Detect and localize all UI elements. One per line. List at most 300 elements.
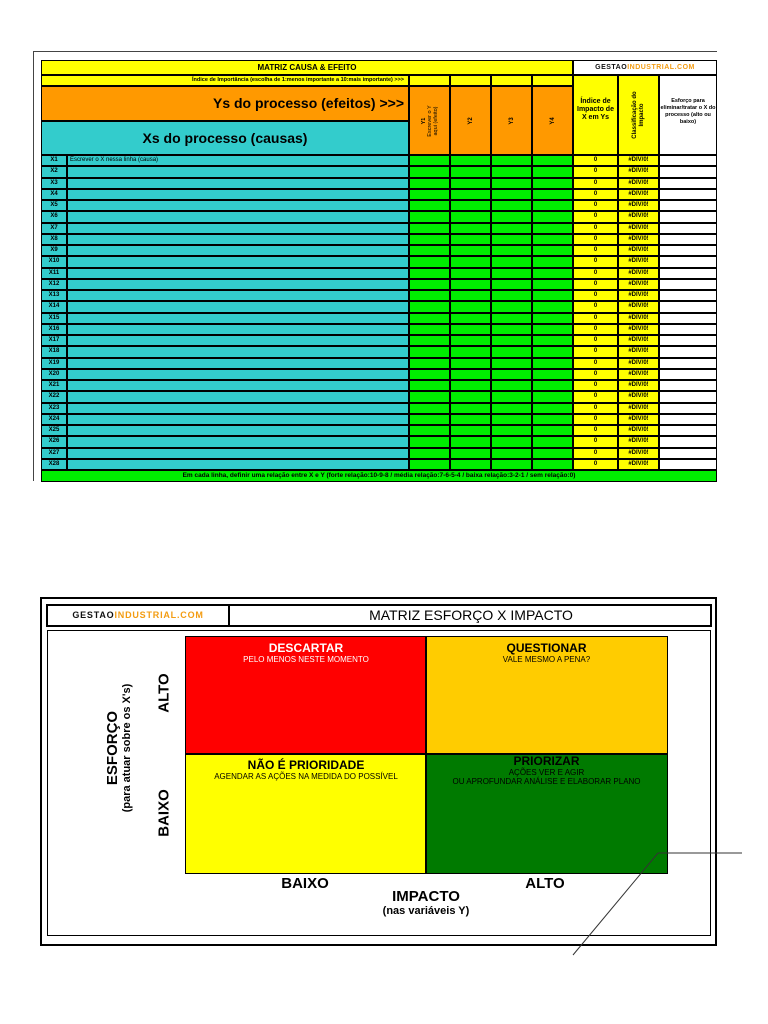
relation-cell-y3[interactable] xyxy=(491,403,532,414)
row-description-cell[interactable] xyxy=(67,459,409,470)
relation-cell-y1[interactable] xyxy=(409,268,450,279)
effort-cell[interactable] xyxy=(659,290,717,301)
row-description-cell[interactable] xyxy=(67,335,409,346)
relation-cell-y3[interactable] xyxy=(491,335,532,346)
sheet-left-border xyxy=(33,51,34,481)
relation-cell-y2[interactable] xyxy=(450,290,491,301)
table-row xyxy=(41,414,717,425)
relation-cell-y4[interactable] xyxy=(532,200,573,211)
panel-brand-logo xyxy=(46,604,230,627)
table-row xyxy=(41,313,717,324)
relation-cell-y2[interactable] xyxy=(450,234,491,245)
classification-cell: #DIV/0! xyxy=(618,155,659,166)
relation-cell-y3[interactable] xyxy=(491,425,532,436)
relation-cell-y4[interactable] xyxy=(532,189,573,200)
impact-index-cell: 0 xyxy=(573,425,618,436)
relation-cell-y2[interactable] xyxy=(450,211,491,222)
relation-cell-y4[interactable] xyxy=(532,391,573,402)
relation-cell-y4[interactable] xyxy=(532,403,573,414)
quadrant-questionar-subtitle: VALE MESMO A PENA? xyxy=(502,655,591,664)
relation-cell-y3[interactable] xyxy=(491,155,532,166)
classification-cell: #DIV/0! xyxy=(618,256,659,267)
panel-logo-part-1: GESTAO xyxy=(72,610,115,620)
classification-cell: #DIV/0! xyxy=(618,279,659,290)
relation-cell-y1[interactable] xyxy=(409,279,450,290)
y1-note: Escrever o Y aqui (efeito) xyxy=(426,104,439,137)
relation-cell-y4[interactable] xyxy=(532,279,573,290)
relation-cell-y4[interactable] xyxy=(532,268,573,279)
row-description-cell[interactable] xyxy=(67,290,409,301)
x-axis-high-label: ALTO xyxy=(525,875,565,892)
classification-cell: #DIV/0! xyxy=(618,178,659,189)
relation-cell-y3[interactable] xyxy=(491,436,532,447)
relation-cell-y4[interactable] xyxy=(532,155,573,166)
relation-cell-y4[interactable] xyxy=(532,301,573,312)
relation-cell-y3[interactable] xyxy=(491,358,532,369)
relation-cell-y3[interactable] xyxy=(491,301,532,312)
quadrant-questionar-title: QUESTIONAR xyxy=(506,641,587,655)
row-description-cell[interactable] xyxy=(67,391,409,402)
row-description-cell[interactable] xyxy=(67,211,409,222)
relation-cell-y4[interactable] xyxy=(532,211,573,222)
row-description-cell[interactable] xyxy=(67,369,409,380)
effort-cell[interactable] xyxy=(659,369,717,380)
x-axis-title-text: IMPACTO xyxy=(392,888,460,905)
effort-cell[interactable] xyxy=(659,448,717,459)
row-description-cell[interactable] xyxy=(67,313,409,324)
importance-cell-y3[interactable] xyxy=(491,75,532,86)
relation-cell-y2[interactable] xyxy=(450,301,491,312)
effort-cell[interactable] xyxy=(659,189,717,200)
relation-cell-y2[interactable] xyxy=(450,459,491,470)
logo-part-2: INDUSTRIAL.COM xyxy=(627,64,695,71)
relation-cell-y4[interactable] xyxy=(532,178,573,189)
matrix-footer-note: Em cada linha, definir uma relação entre X e Y (forte relação:10-9-8 / média relação:7-6-5-4 / baixa relação:3-2-1 / sem relação:0) xyxy=(41,470,717,482)
effort-cell[interactable] xyxy=(659,211,717,222)
impact-index-cell: 0 xyxy=(573,380,618,391)
row-id: X8 xyxy=(41,234,67,245)
relation-cell-y3[interactable] xyxy=(491,324,532,335)
row-description-cell[interactable] xyxy=(67,346,409,357)
row-id: X7 xyxy=(41,223,67,234)
effort-cell[interactable] xyxy=(659,256,717,267)
relation-cell-y1[interactable] xyxy=(409,425,450,436)
relation-cell-y4[interactable] xyxy=(532,256,573,267)
row-id: X28 xyxy=(41,459,67,470)
relation-cell-y1[interactable] xyxy=(409,178,450,189)
effort-cell[interactable] xyxy=(659,346,717,357)
relation-cell-y1[interactable] xyxy=(409,414,450,425)
classification-cell: #DIV/0! xyxy=(618,391,659,402)
y2-header[interactable] xyxy=(450,86,491,155)
relation-cell-y3[interactable] xyxy=(491,256,532,267)
row-description-cell[interactable] xyxy=(67,166,409,177)
table-row xyxy=(41,234,717,245)
importance-cell-y2[interactable] xyxy=(450,75,491,86)
relation-cell-y4[interactable] xyxy=(532,459,573,470)
row-description-cell[interactable] xyxy=(67,223,409,234)
relation-cell-y1[interactable] xyxy=(409,256,450,267)
row-id: X24 xyxy=(41,414,67,425)
y-axis-high-label: ALTO xyxy=(155,673,173,713)
effort-cell[interactable] xyxy=(659,403,717,414)
relation-cell-y3[interactable] xyxy=(491,268,532,279)
table-row xyxy=(41,425,717,436)
row-description-cell[interactable] xyxy=(67,256,409,267)
relation-cell-y2[interactable] xyxy=(450,448,491,459)
effort-cell[interactable] xyxy=(659,178,717,189)
relation-cell-y4[interactable] xyxy=(532,448,573,459)
relation-cell-y1[interactable] xyxy=(409,335,450,346)
effort-cell[interactable] xyxy=(659,301,717,312)
table-row xyxy=(41,256,717,267)
effort-cell[interactable] xyxy=(659,459,717,470)
classification-cell: #DIV/0! xyxy=(618,425,659,436)
table-row xyxy=(41,166,717,177)
table-row xyxy=(41,189,717,200)
relation-cell-y4[interactable] xyxy=(532,369,573,380)
table-row xyxy=(41,200,717,211)
relation-cell-y1[interactable] xyxy=(409,189,450,200)
relation-cell-y2[interactable] xyxy=(450,436,491,447)
relation-cell-y2[interactable] xyxy=(450,369,491,380)
relation-cell-y2[interactable] xyxy=(450,268,491,279)
relation-cell-y1[interactable] xyxy=(409,346,450,357)
classification-cell: #DIV/0! xyxy=(618,380,659,391)
row-id: X16 xyxy=(41,324,67,335)
row-description-cell[interactable]: Escrever o X nessa linha (causa) xyxy=(67,155,409,166)
relation-cell-y4[interactable] xyxy=(532,290,573,301)
classification-cell: #DIV/0! xyxy=(618,459,659,470)
table-row xyxy=(41,245,717,256)
relation-cell-y3[interactable] xyxy=(491,223,532,234)
row-id: X14 xyxy=(41,301,67,312)
relation-cell-y1[interactable] xyxy=(409,369,450,380)
relation-cell-y3[interactable] xyxy=(491,290,532,301)
relation-cell-y3[interactable] xyxy=(491,346,532,357)
row-description-cell[interactable] xyxy=(67,234,409,245)
relation-cell-y1[interactable] xyxy=(409,391,450,402)
relation-cell-y2[interactable] xyxy=(450,414,491,425)
quadrant-nao-prioridade-title: NÃO É PRIORIDADE xyxy=(247,758,365,772)
classification-cell: #DIV/0! xyxy=(618,189,659,200)
impact-index-cell: 0 xyxy=(573,301,618,312)
relation-cell-y4[interactable] xyxy=(532,166,573,177)
x-axis-subtitle: (nas variáveis Y) xyxy=(382,905,470,917)
row-id: X11 xyxy=(41,268,67,279)
y1-label: Y1 xyxy=(420,117,427,124)
relation-cell-y4[interactable] xyxy=(532,245,573,256)
effort-cell[interactable] xyxy=(659,279,717,290)
relation-cell-y2[interactable] xyxy=(450,200,491,211)
relation-cell-y2[interactable] xyxy=(450,324,491,335)
row-description-cell[interactable] xyxy=(67,324,409,335)
relation-cell-y2[interactable] xyxy=(450,256,491,267)
table-row xyxy=(41,403,717,414)
sheet-top-border xyxy=(33,51,717,52)
impact-index-cell: 0 xyxy=(573,313,618,324)
effort-cell[interactable] xyxy=(659,425,717,436)
y1-header[interactable] xyxy=(409,86,450,155)
relation-cell-y1[interactable] xyxy=(409,290,450,301)
relation-cell-y3[interactable] xyxy=(491,279,532,290)
relation-cell-y1[interactable] xyxy=(409,200,450,211)
matrix-horizontal-divider xyxy=(185,753,668,755)
classification-cell: #DIV/0! xyxy=(618,346,659,357)
relation-cell-y3[interactable] xyxy=(491,178,532,189)
impact-index-cell: 0 xyxy=(573,166,618,177)
row-id: X1 xyxy=(41,155,67,166)
table-row xyxy=(41,324,717,335)
row-id: X22 xyxy=(41,391,67,402)
y4-label: Y4 xyxy=(549,116,556,125)
effort-cell[interactable] xyxy=(659,245,717,256)
impact-index-cell: 0 xyxy=(573,256,618,267)
effort-cell[interactable] xyxy=(659,223,717,234)
impact-index-cell: 0 xyxy=(573,211,618,222)
quadrant-priorizar-subtitle-1: AÇÕES VER E AGIR xyxy=(508,768,585,777)
effort-cell[interactable] xyxy=(659,268,717,279)
row-description-cell[interactable] xyxy=(67,358,409,369)
matrix-grid-border xyxy=(185,636,668,874)
classification-cell: #DIV/0! xyxy=(618,301,659,312)
classification-cell: #DIV/0! xyxy=(618,436,659,447)
row-description-cell[interactable] xyxy=(67,200,409,211)
row-id: X12 xyxy=(41,279,67,290)
relation-cell-y3[interactable] xyxy=(491,391,532,402)
relation-cell-y1[interactable] xyxy=(409,448,450,459)
panel-title: MATRIZ ESFORÇO X IMPACTO xyxy=(369,607,573,623)
relation-cell-y2[interactable] xyxy=(450,313,491,324)
cause-effect-matrix xyxy=(41,60,717,482)
classification-cell: #DIV/0! xyxy=(618,403,659,414)
y-axis-low-label: BAIXO xyxy=(155,789,173,837)
classification-cell: #DIV/0! xyxy=(618,245,659,256)
effort-cell[interactable] xyxy=(659,324,717,335)
effort-cell[interactable] xyxy=(659,391,717,402)
x-axis-title xyxy=(326,889,526,917)
y3-label: Y3 xyxy=(508,116,515,125)
relation-cell-y1[interactable] xyxy=(409,324,450,335)
row-id: X19 xyxy=(41,358,67,369)
relation-cell-y3[interactable] xyxy=(491,211,532,222)
relation-cell-y2[interactable] xyxy=(450,189,491,200)
effort-cell[interactable] xyxy=(659,155,717,166)
table-row xyxy=(41,211,717,222)
row-id: X21 xyxy=(41,380,67,391)
row-description-cell[interactable] xyxy=(67,189,409,200)
relation-cell-y2[interactable] xyxy=(450,346,491,357)
classification-cell: #DIV/0! xyxy=(618,234,659,245)
classification-cell: #DIV/0! xyxy=(618,313,659,324)
y2-label: Y2 xyxy=(467,116,474,125)
table-row xyxy=(41,223,717,234)
classification-header-text: Classificação do Impacto xyxy=(631,91,645,139)
xs-header: Xs do processo (causas) xyxy=(41,121,409,155)
ys-header: Ys do processo (efeitos) >>> xyxy=(41,86,409,121)
relation-cell-y4[interactable] xyxy=(532,436,573,447)
impact-index-cell: 0 xyxy=(573,414,618,425)
relation-cell-y1[interactable] xyxy=(409,459,450,470)
row-description-cell[interactable] xyxy=(67,279,409,290)
relation-cell-y4[interactable] xyxy=(532,324,573,335)
table-row xyxy=(41,301,717,312)
relation-cell-y1[interactable] xyxy=(409,301,450,312)
quadrant-descartar-subtitle: PELO MENOS NESTE MOMENTO xyxy=(243,655,369,664)
classification-cell: #DIV/0! xyxy=(618,335,659,346)
relation-cell-y2[interactable] xyxy=(450,223,491,234)
relation-cell-y2[interactable] xyxy=(450,245,491,256)
relation-cell-y1[interactable] xyxy=(409,211,450,222)
table-row xyxy=(41,459,717,470)
classification-cell: #DIV/0! xyxy=(618,324,659,335)
logo-part-1: GESTAO xyxy=(595,64,628,71)
y-axis-subtitle: (para atuar sobre os X's) xyxy=(121,683,133,813)
impact-index-cell: 0 xyxy=(573,335,618,346)
effort-cell[interactable] xyxy=(659,436,717,447)
effort-cell[interactable] xyxy=(659,200,717,211)
row-id: X2 xyxy=(41,166,67,177)
relation-cell-y3[interactable] xyxy=(491,313,532,324)
classification-header xyxy=(618,75,659,155)
relation-cell-y2[interactable] xyxy=(450,403,491,414)
table-row xyxy=(41,369,717,380)
relation-cell-y1[interactable] xyxy=(409,313,450,324)
table-row xyxy=(41,290,717,301)
impact-index-cell: 0 xyxy=(573,403,618,414)
effort-cell[interactable] xyxy=(659,380,717,391)
relation-cell-y2[interactable] xyxy=(450,279,491,290)
relation-cell-y2[interactable] xyxy=(450,335,491,346)
classification-cell: #DIV/0! xyxy=(618,369,659,380)
table-row xyxy=(41,380,717,391)
row-id: X9 xyxy=(41,245,67,256)
relation-cell-y4[interactable] xyxy=(532,234,573,245)
relation-cell-y2[interactable] xyxy=(450,358,491,369)
relation-cell-y2[interactable] xyxy=(450,380,491,391)
relation-cell-y3[interactable] xyxy=(491,448,532,459)
relation-cell-y3[interactable] xyxy=(491,189,532,200)
effort-cell[interactable] xyxy=(659,335,717,346)
row-description-cell[interactable] xyxy=(67,178,409,189)
relation-cell-y3[interactable] xyxy=(491,414,532,425)
classification-cell: #DIV/0! xyxy=(618,166,659,177)
relation-cell-y2[interactable] xyxy=(450,155,491,166)
row-id: X6 xyxy=(41,211,67,222)
impact-index-cell: 0 xyxy=(573,324,618,335)
relation-cell-y2[interactable] xyxy=(450,166,491,177)
y4-header[interactable] xyxy=(532,86,573,155)
relation-cell-y2[interactable] xyxy=(450,425,491,436)
relation-cell-y1[interactable] xyxy=(409,234,450,245)
relation-cell-y1[interactable] xyxy=(409,223,450,234)
row-id: X25 xyxy=(41,425,67,436)
relation-cell-y3[interactable] xyxy=(491,459,532,470)
relation-cell-y1[interactable] xyxy=(409,436,450,447)
effort-cell[interactable] xyxy=(659,234,717,245)
row-description-cell[interactable] xyxy=(67,301,409,312)
importance-cell-y4[interactable] xyxy=(532,75,573,86)
row-description-cell[interactable] xyxy=(67,436,409,447)
effort-cell[interactable] xyxy=(659,166,717,177)
relation-cell-y3[interactable] xyxy=(491,234,532,245)
effort-cell[interactable] xyxy=(659,313,717,324)
relation-cell-y4[interactable] xyxy=(532,414,573,425)
effort-cell[interactable] xyxy=(659,414,717,425)
matrix-title: MATRIZ CAUSA & EFEITO xyxy=(41,60,573,75)
table-row xyxy=(41,448,717,459)
relation-cell-y4[interactable] xyxy=(532,223,573,234)
row-id: X27 xyxy=(41,448,67,459)
impact-index-cell: 0 xyxy=(573,268,618,279)
brand-logo xyxy=(573,60,717,75)
relation-cell-y4[interactable] xyxy=(532,358,573,369)
row-description-cell[interactable] xyxy=(67,245,409,256)
impact-index-cell: 0 xyxy=(573,200,618,211)
row-description-cell[interactable] xyxy=(67,414,409,425)
impact-index-cell: 0 xyxy=(573,279,618,290)
relation-cell-y1[interactable] xyxy=(409,166,450,177)
y3-header[interactable] xyxy=(491,86,532,155)
table-row xyxy=(41,391,717,402)
relation-cell-y4[interactable] xyxy=(532,425,573,436)
relation-cell-y4[interactable] xyxy=(532,346,573,357)
impact-index-cell: 0 xyxy=(573,436,618,447)
relation-cell-y4[interactable] xyxy=(532,335,573,346)
impact-index-cell: 0 xyxy=(573,155,618,166)
importance-cell-y1[interactable] xyxy=(409,75,450,86)
relation-cell-y3[interactable] xyxy=(491,369,532,380)
row-id: X17 xyxy=(41,335,67,346)
row-id: X15 xyxy=(41,313,67,324)
row-description-cell[interactable] xyxy=(67,403,409,414)
impact-index-cell: 0 xyxy=(573,189,618,200)
classification-cell: #DIV/0! xyxy=(618,414,659,425)
row-id: X18 xyxy=(41,346,67,357)
relation-cell-y3[interactable] xyxy=(491,380,532,391)
relation-cell-y1[interactable] xyxy=(409,358,450,369)
relation-cell-y1[interactable] xyxy=(409,245,450,256)
impact-index-cell: 0 xyxy=(573,391,618,402)
relation-cell-y1[interactable] xyxy=(409,380,450,391)
row-description-cell[interactable] xyxy=(67,268,409,279)
impact-index-cell: 0 xyxy=(573,290,618,301)
classification-cell: #DIV/0! xyxy=(618,448,659,459)
impact-index-cell: 0 xyxy=(573,178,618,189)
relation-cell-y4[interactable] xyxy=(532,313,573,324)
effort-cell[interactable] xyxy=(659,358,717,369)
table-row xyxy=(41,358,717,369)
relation-cell-y3[interactable] xyxy=(491,245,532,256)
row-id: X20 xyxy=(41,369,67,380)
row-description-cell[interactable] xyxy=(67,425,409,436)
relation-cell-y2[interactable] xyxy=(450,391,491,402)
table-row xyxy=(41,178,717,189)
impact-index-cell: 0 xyxy=(573,459,618,470)
relation-cell-y1[interactable] xyxy=(409,155,450,166)
row-id: X10 xyxy=(41,256,67,267)
table-row xyxy=(41,436,717,447)
relation-cell-y3[interactable] xyxy=(491,166,532,177)
impact-index-cell: 0 xyxy=(573,223,618,234)
relation-cell-y3[interactable] xyxy=(491,200,532,211)
row-description-cell[interactable] xyxy=(67,448,409,459)
relation-cell-y4[interactable] xyxy=(532,380,573,391)
relation-cell-y1[interactable] xyxy=(409,403,450,414)
row-id: X3 xyxy=(41,178,67,189)
relation-cell-y2[interactable] xyxy=(450,178,491,189)
row-description-cell[interactable] xyxy=(67,380,409,391)
